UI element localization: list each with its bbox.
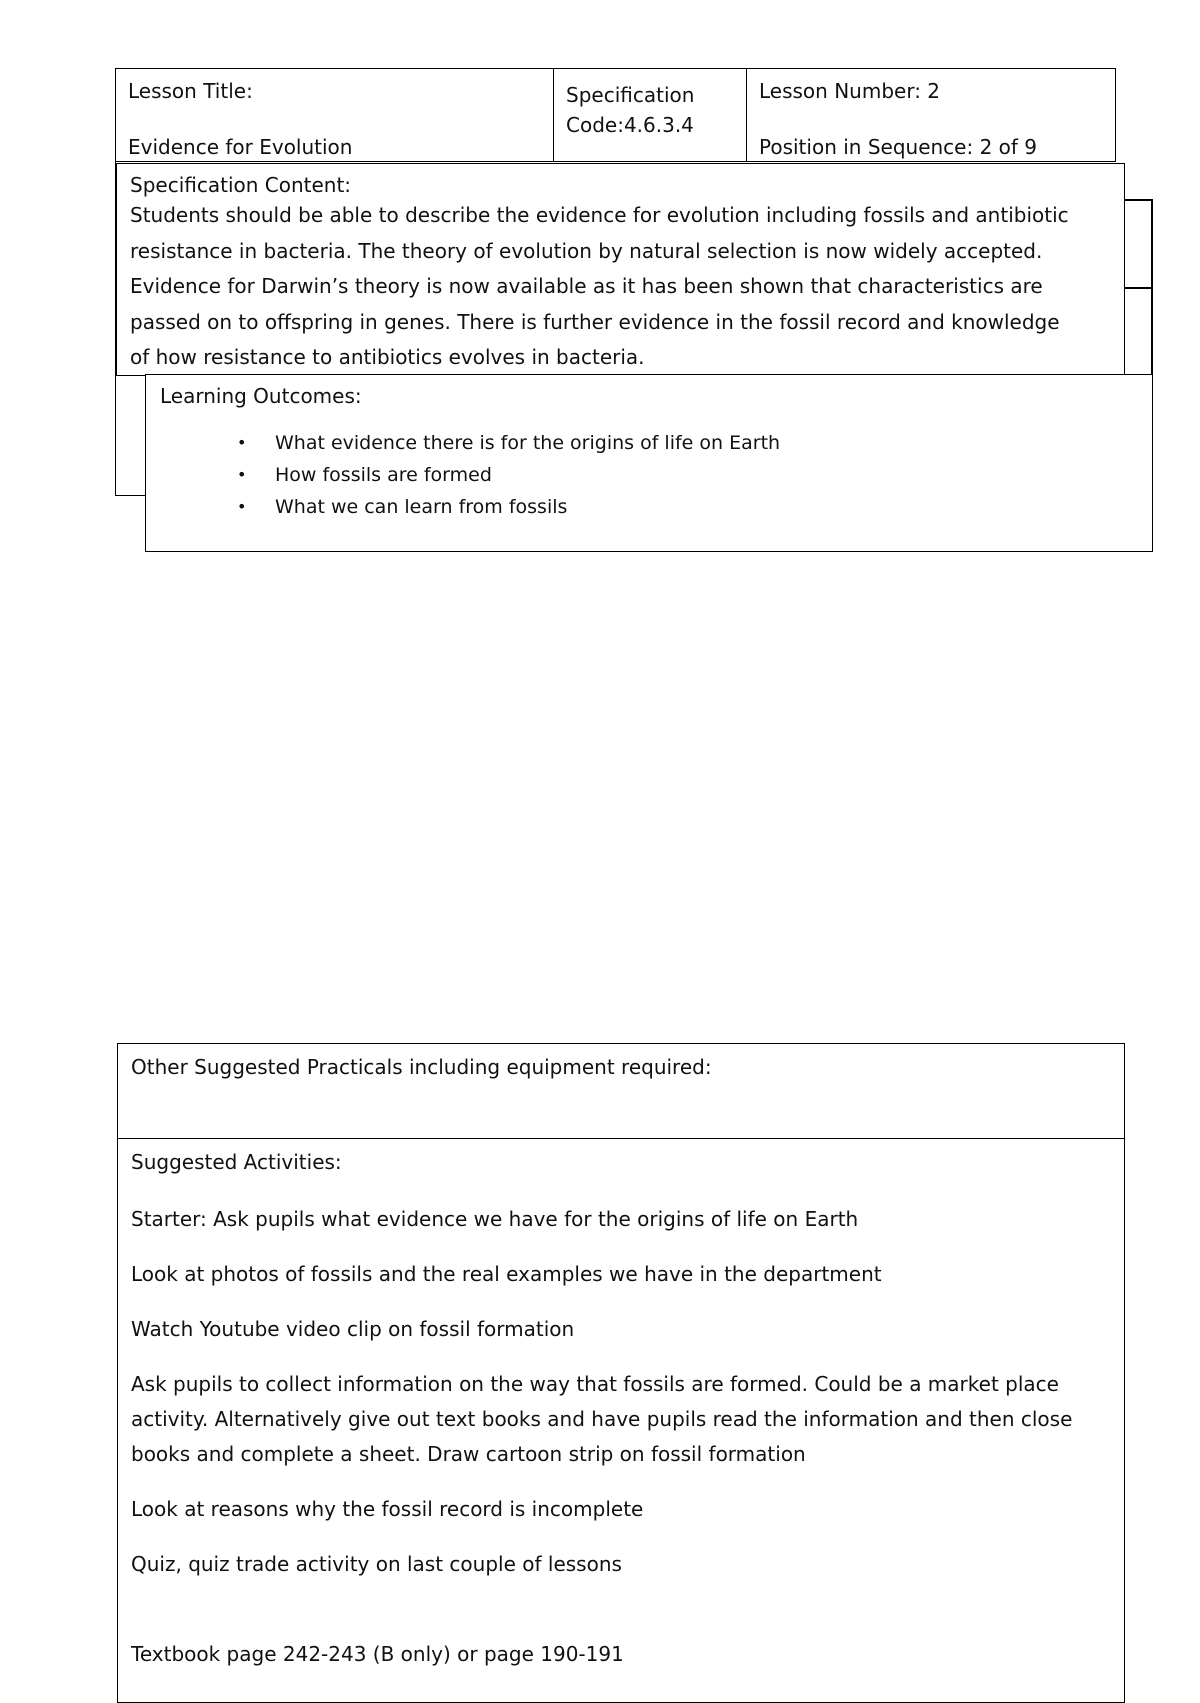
specification-line: of how resistance to antibiotics evolves in bacteria.: [130, 345, 645, 369]
spec-code-line1: Specification: [566, 83, 695, 107]
decorative-border: [1124, 287, 1152, 289]
lesson-title-cell: [116, 69, 554, 161]
lesson-title: Evidence for Evolution: [128, 135, 353, 159]
learning-outcomes-list: [160, 427, 1152, 523]
decorative-border: [1151, 199, 1153, 375]
lesson-number-cell: [747, 69, 1115, 161]
learning-outcomes-box: [145, 374, 1153, 552]
specification-content-box: [116, 163, 1125, 376]
lesson-title-label: Lesson Title:: [128, 79, 253, 103]
activity-paragraph-line: activity. Alternatively give out text books and have pupils read the information and then close: [131, 1407, 1073, 1431]
practicals-cell: [118, 1044, 1124, 1139]
learning-outcome-text: What we can learn from fossils: [275, 496, 568, 518]
decorative-border: [115, 495, 146, 496]
lesson-header-table: [115, 68, 1116, 162]
activities-heading: Suggested Activities:: [131, 1150, 342, 1174]
activity-item: Quiz, quiz trade activity on last couple of lessons: [131, 1552, 622, 1576]
bullet-icon: •: [237, 433, 247, 452]
list-item: [237, 459, 1152, 491]
activity-item: Look at photos of fossils and the real examples we have in the department: [131, 1262, 882, 1286]
learning-outcome-text: What evidence there is for the origins of life on Earth: [275, 432, 781, 454]
learning-outcomes-heading: Learning Outcomes:: [160, 384, 362, 408]
activity-paragraph-line: books and complete a sheet. Draw cartoon strip on fossil formation: [131, 1442, 806, 1466]
activities-cell: [118, 1139, 1124, 1672]
activities-table: [117, 1043, 1125, 1703]
learning-outcome-text: How fossils are formed: [275, 464, 492, 486]
specification-heading: Specification Content:: [130, 173, 352, 197]
spec-code-cell: [554, 69, 747, 161]
specification-line: Evidence for Darwin’s theory is now available as it has been shown that characteristics are: [130, 274, 1043, 298]
spec-code-line2: Code:4.6.3.4: [566, 113, 694, 137]
textbook-reference: Textbook page 242-243 (B only) or page 190-191: [131, 1642, 624, 1666]
specification-line: resistance in bacteria. The theory of evolution by natural selection is now widely accepted.: [130, 238, 1043, 263]
sequence-position: Position in Sequence: 2 of 9: [759, 135, 1038, 159]
bullet-icon: •: [237, 465, 247, 484]
list-item: [237, 427, 1152, 459]
activity-item: Starter: Ask pupils what evidence we have for the origins of life on Earth: [131, 1207, 859, 1231]
decorative-border: [1124, 199, 1152, 201]
activity-item: Watch Youtube video clip on fossil formation: [131, 1317, 575, 1341]
list-item: [237, 491, 1152, 523]
specification-line: passed on to offspring in genes. There is further evidence in the fossil record and knowledge: [130, 309, 1060, 334]
activity-paragraph: [131, 1367, 1124, 1472]
practicals-heading: Other Suggested Practicals including equipment required:: [131, 1055, 712, 1079]
bullet-icon: •: [237, 497, 247, 516]
activity-paragraph-line: Ask pupils to collect information on the way that fossils are formed. Could be a market place: [131, 1372, 1059, 1396]
specification-line: Students should be able to describe the evidence for evolution including fossils and antibiotic: [130, 203, 1069, 227]
activity-item: Look at reasons why the fossil record is incomplete: [131, 1497, 644, 1521]
lesson-number: Lesson Number: 2: [759, 79, 941, 103]
